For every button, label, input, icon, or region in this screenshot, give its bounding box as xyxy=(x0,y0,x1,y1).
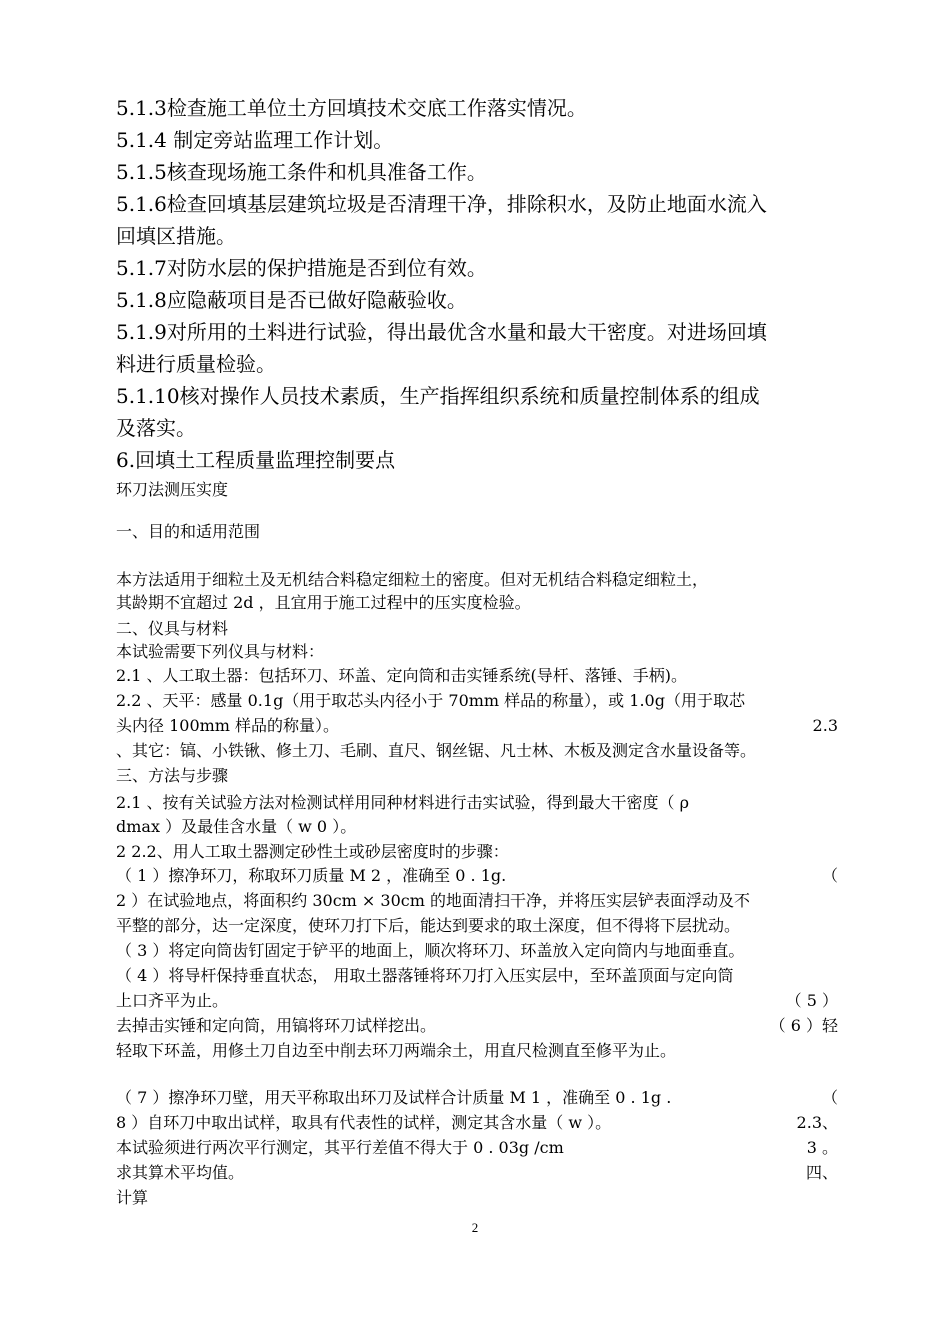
item-2-2-line-2-text: 头内径 100mm 样品的称量）。 xyxy=(116,716,340,735)
section-6-heading: 6.回填土工程质量监理控制要点 xyxy=(116,448,396,472)
step-6-number: （ 6 ）轻 xyxy=(769,1016,838,1035)
text-line-5-1-10: 5.1.10核对操作人员技术素质，生产指挥组织系统和质量控制体系的组成 xyxy=(116,384,760,408)
requirement-text: 本试验须进行两次平行测定，其平行差值不得大于 0 . 03g /cm xyxy=(116,1138,564,1157)
step-3: （ 3 ）将定向筒齿钉固定于铲平的地面上，顺次将环刀、环盖放入定向筒内与地面垂直。 xyxy=(116,941,745,960)
section-2-intro: 本试验需要下列仪具与材料： xyxy=(116,642,325,661)
section-3-heading: 三、方法与步骤 xyxy=(116,766,229,785)
step-2-line-1: 2 ）在试验地点，将面积约 30cm × 30cm 的地面清扫干净，并将压实层铲表面浮动及不 xyxy=(116,891,751,910)
step-2-1-line-1: 2.1 、按有关试验方法对检测试样用同种材料进行击实试验，得到最大干密度（ ρ xyxy=(116,793,690,812)
step-2-open-paren: （ xyxy=(821,866,838,885)
item-2-3-number: 2.3 xyxy=(812,716,838,735)
step-2-line-2: 平整的部分，达一定深度，使环刀打下后，能达到要求的取土深度，但不得将下层扰动。 xyxy=(116,916,741,935)
step-6: 轻取下环盖，用修土刀自边至中削去环刀两端余土，用直尺检测直至修平为止。 xyxy=(116,1041,677,1060)
step-5-number: （ 5 ） xyxy=(785,991,838,1010)
section-1-heading: 一、目的和适用范围 xyxy=(116,522,261,541)
section-2-heading: 二、仪具与材料 xyxy=(116,619,229,638)
item-2-2-line-1: 2.2 、天平：感量 0.1g（用于取芯头内径小于 70mm 样品的称量），或 1.0g（用于取芯 xyxy=(116,691,745,710)
step-2-2: 2 2.2、用人工取土器测定砂性土或砂层密度时的步骤： xyxy=(116,842,509,861)
section-4-number: 四、 xyxy=(805,1163,838,1182)
text-line-5-1-8: 5.1.8应隐蔽项目是否已做好隐蔽验收。 xyxy=(116,288,467,312)
step-1-text: （ 1 ）擦净环刀，称取环刀质量 M 2 ，准确至 0 . 1g. xyxy=(116,866,507,885)
text-line-5-1-6: 5.1.6检查回填基层建筑垃圾是否清理干净，排除积水，及防止地面水流入 xyxy=(116,192,767,216)
step-5-text: 去掉击实锤和定向筒，用镐将环刀试样挖出。 xyxy=(116,1016,437,1035)
average-line xyxy=(116,1161,838,1184)
text-line-5-1-5: 5.1.5核查现场施工条件和机具准备工作。 xyxy=(116,160,487,184)
requirement-line xyxy=(116,1136,838,1159)
step-1-line xyxy=(116,864,838,887)
step-8-line xyxy=(116,1111,838,1134)
text-line-5-1-3: 5.1.3检查施工单位土方回填技术交底工作落实情况。 xyxy=(116,96,587,120)
text-line-5-1-10-cont: 及落实。 xyxy=(116,416,196,440)
step-7-line xyxy=(116,1086,838,1109)
item-2-3: 、其它：镐、小铁锹、修土刀、毛刷、直尺、钢丝锯、凡士林、木板及测定含水量设备等。 xyxy=(116,741,757,760)
page-number: 2 xyxy=(471,1220,479,1235)
requirement-unit-exponent: 3 。 xyxy=(806,1138,838,1157)
step-4-line-2 xyxy=(116,989,838,1012)
step-8-open-paren: （ xyxy=(821,1088,838,1107)
section-1-para-line-1: 本方法适用于细粒土及无机结合料稳定细粒土的密度。但对无机结合料稳定细粒土， xyxy=(116,570,709,589)
step-8-text: 8 ）自环刀中取出试样，取具有代表性的试样，测定其含水量（ w ）。 xyxy=(116,1113,612,1132)
text-line-5-1-4: 5.1.4 制定旁站监理工作计划。 xyxy=(116,128,394,152)
text-line-5-1-7: 5.1.7对防水层的保护措施是否到位有效。 xyxy=(116,256,487,280)
method-title: 环刀法测压实度 xyxy=(116,480,229,499)
section-1-para-line-2: 其龄期不宜超过 2d ，且宜用于施工过程中的压实度检验。 xyxy=(116,593,531,612)
item-2-1: 2.1 、人工取土器：包括环刀、环盖、定向筒和击实锤系统(导杆、落锤、手柄)。 xyxy=(116,666,688,685)
text-line-5-1-6-cont: 回填区措施。 xyxy=(116,224,236,248)
section-4-heading: 计算 xyxy=(116,1188,149,1207)
step-2-1-line-2: dmax ）及最佳含水量（ w 0 ）。 xyxy=(116,817,357,836)
step-4-text: 上口齐平为止。 xyxy=(116,991,229,1010)
item-2-2-line-2 xyxy=(116,714,838,737)
text-line-5-1-9: 5.1.9对所用的土料进行试验，得出最优含水量和最大干密度。对进场回填 xyxy=(116,320,767,344)
item-2-3-label: 2.3、 xyxy=(796,1113,838,1132)
step-4-line-1: （ 4 ）将导杆保持垂直状态， 用取土器落锤将环刀打入压实层中，至环盖顶面与定向筒 xyxy=(116,966,734,985)
text-line-5-1-9-cont: 料进行质量检验。 xyxy=(116,352,276,376)
step-5-line xyxy=(116,1014,838,1037)
average-text: 求其算术平均值。 xyxy=(116,1163,245,1182)
step-7-text: （ 7 ）擦净环刀壁，用天平称取出环刀及试样合计质量 M 1 ，准确至 0 . 1g . xyxy=(116,1088,672,1107)
